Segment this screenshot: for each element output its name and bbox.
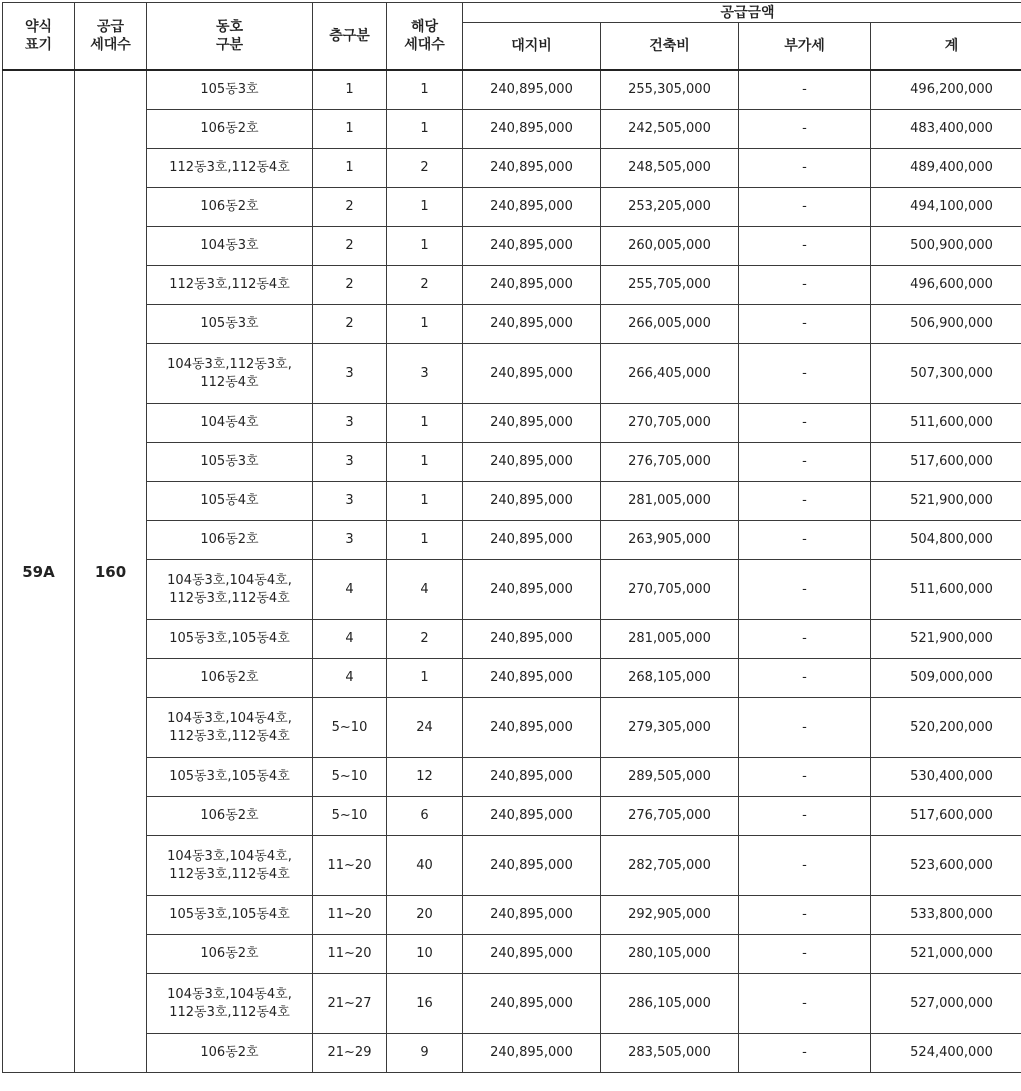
units-cell: 1 (387, 227, 463, 266)
total-cell: 527,000,000 (871, 974, 1021, 1034)
building-cell: 253,205,000 (601, 188, 739, 227)
table-row (3, 521, 1021, 560)
floor-cell: 2 (313, 227, 387, 266)
floor-cell: 4 (313, 560, 387, 620)
vat-cell: - (739, 1034, 871, 1073)
table-row (3, 620, 1021, 659)
land-cell: 240,895,000 (463, 659, 601, 698)
units-cell: 12 (387, 758, 463, 797)
total-cell: 521,900,000 (871, 620, 1021, 659)
dong-ho-cell: 104동3호,104동4호, 112동3호,112동4호 (147, 698, 313, 758)
table-row (3, 896, 1021, 935)
building-cell: 279,305,000 (601, 698, 739, 758)
table-row (3, 404, 1021, 443)
dong-ho-cell: 106동2호 (147, 521, 313, 560)
units-cell: 20 (387, 896, 463, 935)
land-cell: 240,895,000 (463, 620, 601, 659)
table-row (3, 443, 1021, 482)
total-cell: 511,600,000 (871, 404, 1021, 443)
header-vat-label: 부가세 (784, 38, 825, 54)
land-cell: 240,895,000 (463, 698, 601, 758)
dong-ho-cell: 112동3호,112동4호 (147, 149, 313, 188)
dong-ho-cell: 105동4호 (147, 482, 313, 521)
header-dong-ho-label: 동호 구분 (215, 19, 244, 53)
units-cell: 24 (387, 698, 463, 758)
land-cell: 240,895,000 (463, 482, 601, 521)
units-cell: 2 (387, 266, 463, 305)
land-cell: 240,895,000 (463, 974, 601, 1034)
type-cell: 59A (3, 70, 75, 1073)
dong-ho-cell: 104동4호 (147, 404, 313, 443)
building-cell: 248,505,000 (601, 149, 739, 188)
total-cell: 496,600,000 (871, 266, 1021, 305)
dong-ho-cell: 105동3호,105동4호 (147, 758, 313, 797)
table-row (3, 560, 1021, 620)
total-cell: 483,400,000 (871, 110, 1021, 149)
units-cell: 10 (387, 935, 463, 974)
table-row (3, 836, 1021, 896)
header-type-label: 약식 표기 (24, 19, 53, 53)
building-cell: 242,505,000 (601, 110, 739, 149)
total-cell: 489,400,000 (871, 149, 1021, 188)
vat-cell: - (739, 659, 871, 698)
table-row (3, 227, 1021, 266)
floor-cell: 4 (313, 659, 387, 698)
table-row (3, 974, 1021, 1034)
dong-ho-cell: 105동3호 (147, 443, 313, 482)
dong-ho-cell: 105동3호,105동4호 (147, 896, 313, 935)
land-cell: 240,895,000 (463, 70, 601, 110)
vat-cell: - (739, 560, 871, 620)
vat-cell: - (739, 266, 871, 305)
building-cell: 281,005,000 (601, 620, 739, 659)
building-cell: 280,105,000 (601, 935, 739, 974)
total-cell: 530,400,000 (871, 758, 1021, 797)
header-total-label: 계 (944, 38, 959, 54)
vat-cell: - (739, 620, 871, 659)
vat-cell: - (739, 344, 871, 404)
building-cell: 292,905,000 (601, 896, 739, 935)
dong-ho-cell: 104동3호 (147, 227, 313, 266)
floor-cell: 1 (313, 149, 387, 188)
dong-ho-cell: 105동3호,105동4호 (147, 620, 313, 659)
land-cell: 240,895,000 (463, 266, 601, 305)
header-supply-units-label: 공급 세대수 (90, 19, 131, 53)
vat-cell: - (739, 149, 871, 188)
dong-ho-cell: 104동3호,104동4호, 112동3호,112동4호 (147, 560, 313, 620)
building-cell: 276,705,000 (601, 443, 739, 482)
vat-cell: - (739, 974, 871, 1034)
building-cell: 266,005,000 (601, 305, 739, 344)
units-cell: 1 (387, 70, 463, 110)
floor-cell: 11~20 (313, 896, 387, 935)
land-cell: 240,895,000 (463, 344, 601, 404)
table-row (3, 482, 1021, 521)
total-cell: 507,300,000 (871, 344, 1021, 404)
dong-ho-cell: 106동2호 (147, 935, 313, 974)
land-cell: 240,895,000 (463, 149, 601, 188)
floor-cell: 3 (313, 521, 387, 560)
table-row (3, 266, 1021, 305)
land-cell: 240,895,000 (463, 797, 601, 836)
dong-ho-cell: 104동3호,104동4호, 112동3호,112동4호 (147, 836, 313, 896)
vat-cell: - (739, 482, 871, 521)
units-cell: 1 (387, 659, 463, 698)
table-row (3, 935, 1021, 974)
units-cell: 16 (387, 974, 463, 1034)
floor-cell: 4 (313, 620, 387, 659)
land-cell: 240,895,000 (463, 521, 601, 560)
total-cell: 517,600,000 (871, 443, 1021, 482)
floor-cell: 1 (313, 70, 387, 110)
dong-ho-cell: 106동2호 (147, 110, 313, 149)
building-cell: 260,005,000 (601, 227, 739, 266)
units-cell: 40 (387, 836, 463, 896)
building-cell: 283,505,000 (601, 1034, 739, 1073)
header-supply-price-label: 공급금액 (720, 4, 775, 21)
vat-cell: - (739, 836, 871, 896)
dong-ho-cell: 106동2호 (147, 188, 313, 227)
vat-cell: - (739, 227, 871, 266)
units-cell: 1 (387, 188, 463, 227)
floor-cell: 5~10 (313, 698, 387, 758)
building-cell: 255,705,000 (601, 266, 739, 305)
floor-cell: 2 (313, 305, 387, 344)
header-floor-label: 층구분 (329, 28, 370, 44)
floor-cell: 11~20 (313, 935, 387, 974)
units-cell: 2 (387, 149, 463, 188)
building-cell: 286,105,000 (601, 974, 739, 1034)
header-supply-units (75, 3, 147, 71)
header-land-label: 대지비 (511, 38, 552, 54)
total-cell: 533,800,000 (871, 896, 1021, 935)
header-supply-price (463, 3, 1021, 23)
header-dong-ho (147, 3, 313, 71)
vat-cell: - (739, 305, 871, 344)
header-building-label: 건축비 (649, 38, 690, 54)
total-cell: 511,600,000 (871, 560, 1021, 620)
land-cell: 240,895,000 (463, 560, 601, 620)
dong-ho-cell: 104동3호,104동4호, 112동3호,112동4호 (147, 974, 313, 1034)
units-cell: 1 (387, 305, 463, 344)
table-row (3, 305, 1021, 344)
floor-cell: 3 (313, 344, 387, 404)
vat-cell: - (739, 404, 871, 443)
table-row (3, 344, 1021, 404)
header-land (463, 23, 601, 71)
building-cell: 270,705,000 (601, 560, 739, 620)
building-cell: 270,705,000 (601, 404, 739, 443)
building-cell: 255,305,000 (601, 70, 739, 110)
header-units (387, 3, 463, 71)
total-cell: 521,900,000 (871, 482, 1021, 521)
vat-cell: - (739, 896, 871, 935)
supply-units-cell: 160 (75, 70, 147, 1073)
dong-ho-cell: 112동3호,112동4호 (147, 266, 313, 305)
land-cell: 240,895,000 (463, 758, 601, 797)
units-cell: 2 (387, 620, 463, 659)
floor-cell: 3 (313, 404, 387, 443)
header-floor (313, 3, 387, 71)
vat-cell: - (739, 521, 871, 560)
dong-ho-cell: 105동3호 (147, 305, 313, 344)
total-cell: 496,200,000 (871, 70, 1021, 110)
total-cell: 520,200,000 (871, 698, 1021, 758)
table-row (3, 1034, 1021, 1073)
total-cell: 506,900,000 (871, 305, 1021, 344)
dong-ho-cell: 105동3호 (147, 70, 313, 110)
table-row (3, 797, 1021, 836)
building-cell: 289,505,000 (601, 758, 739, 797)
vat-cell: - (739, 758, 871, 797)
building-cell: 281,005,000 (601, 482, 739, 521)
units-cell: 6 (387, 797, 463, 836)
price-table-container (2, 2, 1021, 1073)
land-cell: 240,895,000 (463, 227, 601, 266)
total-cell: 500,900,000 (871, 227, 1021, 266)
total-cell: 523,600,000 (871, 836, 1021, 896)
land-cell: 240,895,000 (463, 305, 601, 344)
dong-ho-cell: 106동2호 (147, 659, 313, 698)
land-cell: 240,895,000 (463, 935, 601, 974)
floor-cell: 21~29 (313, 1034, 387, 1073)
total-cell: 504,800,000 (871, 521, 1021, 560)
units-cell: 1 (387, 521, 463, 560)
floor-cell: 3 (313, 443, 387, 482)
floor-cell: 11~20 (313, 836, 387, 896)
units-cell: 3 (387, 344, 463, 404)
floor-cell: 21~27 (313, 974, 387, 1034)
land-cell: 240,895,000 (463, 443, 601, 482)
total-cell: 524,400,000 (871, 1034, 1021, 1073)
vat-cell: - (739, 698, 871, 758)
table-row (3, 659, 1021, 698)
vat-cell: - (739, 110, 871, 149)
floor-cell: 5~10 (313, 758, 387, 797)
total-cell: 509,000,000 (871, 659, 1021, 698)
dong-ho-cell: 104동3호,112동3호, 112동4호 (147, 344, 313, 404)
units-cell: 1 (387, 482, 463, 521)
table-row (3, 758, 1021, 797)
table-row (3, 698, 1021, 758)
units-cell: 9 (387, 1034, 463, 1073)
header-type (3, 3, 75, 71)
land-cell: 240,895,000 (463, 836, 601, 896)
building-cell: 263,905,000 (601, 521, 739, 560)
table-row (3, 188, 1021, 227)
floor-cell: 2 (313, 188, 387, 227)
header-units-label: 해당 세대수 (404, 19, 445, 53)
header-vat (739, 23, 871, 71)
floor-cell: 1 (313, 110, 387, 149)
building-cell: 276,705,000 (601, 797, 739, 836)
land-cell: 240,895,000 (463, 110, 601, 149)
floor-cell: 2 (313, 266, 387, 305)
total-cell: 521,000,000 (871, 935, 1021, 974)
header-total (871, 23, 1021, 71)
vat-cell: - (739, 935, 871, 974)
units-cell: 4 (387, 560, 463, 620)
building-cell: 282,705,000 (601, 836, 739, 896)
table-row (3, 149, 1021, 188)
vat-cell: - (739, 443, 871, 482)
land-cell: 240,895,000 (463, 1034, 601, 1073)
floor-cell: 5~10 (313, 797, 387, 836)
supply-price-table (2, 2, 1021, 1073)
units-cell: 1 (387, 110, 463, 149)
vat-cell: - (739, 188, 871, 227)
table-row (3, 70, 1021, 110)
units-cell: 1 (387, 404, 463, 443)
land-cell: 240,895,000 (463, 188, 601, 227)
vat-cell: - (739, 797, 871, 836)
dong-ho-cell: 106동2호 (147, 797, 313, 836)
building-cell: 268,105,000 (601, 659, 739, 698)
floor-cell: 3 (313, 482, 387, 521)
table-body (3, 70, 1021, 1073)
dong-ho-cell: 106동2호 (147, 1034, 313, 1073)
table-row (3, 110, 1021, 149)
building-cell: 266,405,000 (601, 344, 739, 404)
total-cell: 517,600,000 (871, 797, 1021, 836)
vat-cell: - (739, 70, 871, 110)
header-building (601, 23, 739, 71)
units-cell: 1 (387, 443, 463, 482)
total-cell: 494,100,000 (871, 188, 1021, 227)
land-cell: 240,895,000 (463, 896, 601, 935)
land-cell: 240,895,000 (463, 404, 601, 443)
